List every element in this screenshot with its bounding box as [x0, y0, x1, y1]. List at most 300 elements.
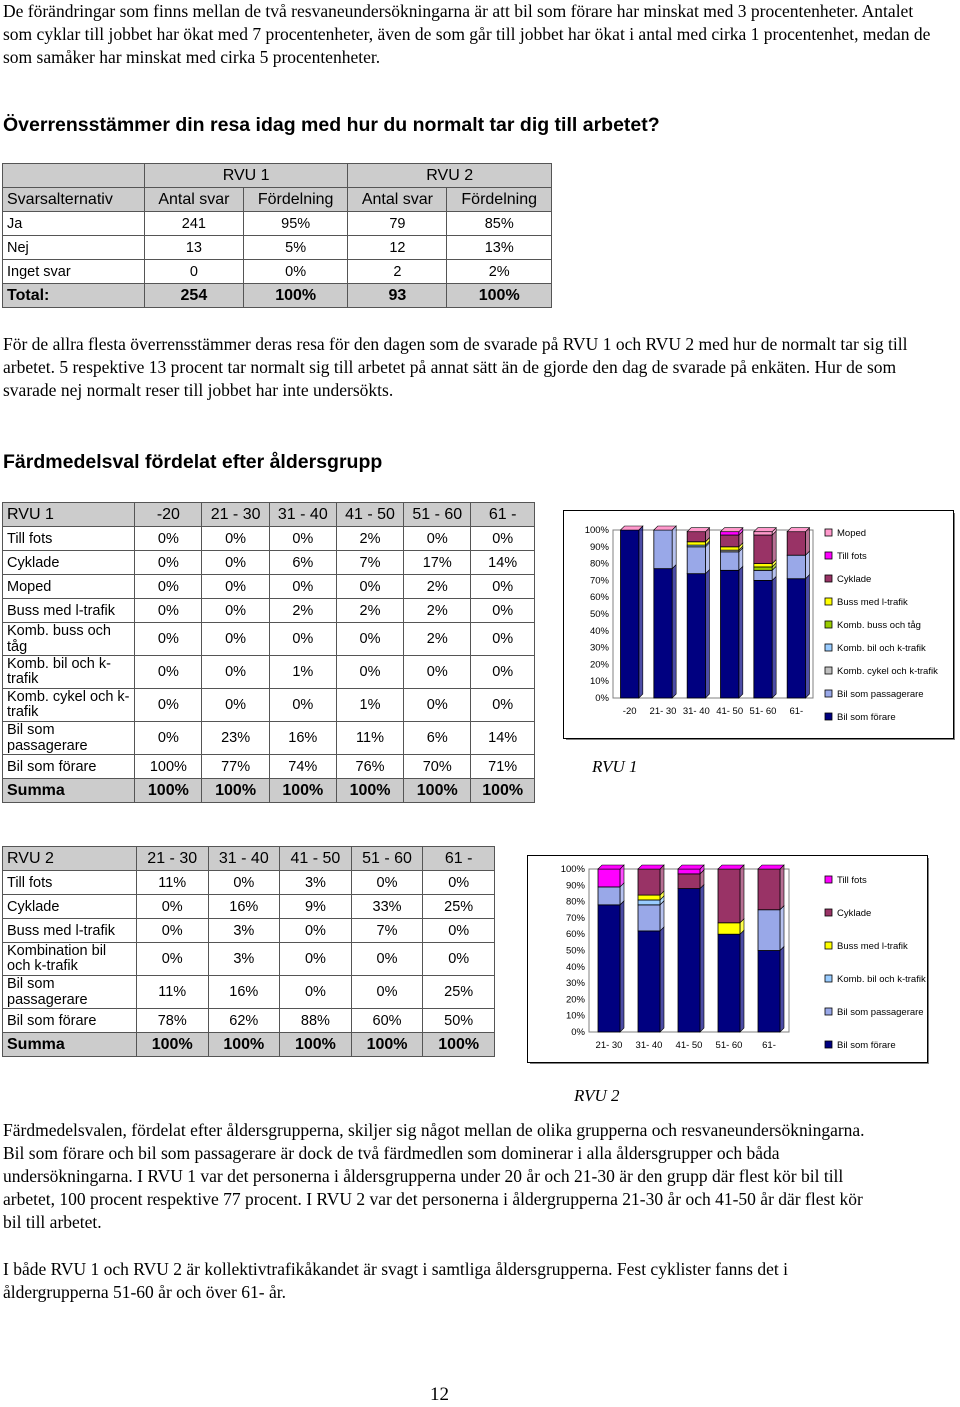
table-cell: 13: [144, 236, 243, 260]
bar-side: [780, 865, 784, 910]
table-cell: 11%: [136, 976, 208, 1009]
table1-group-rvu2: RVU 2: [348, 164, 552, 188]
bar-side: [806, 551, 810, 579]
bar-side: [672, 565, 676, 698]
total-cell: 100%: [447, 284, 552, 308]
legend-label: Bil som förare: [837, 1040, 896, 1051]
table-cell: 0%: [202, 599, 269, 623]
x-tick-label: 41- 50: [675, 1040, 703, 1051]
table-cell: 0%: [351, 976, 423, 1009]
table-cell: 0%: [404, 689, 471, 722]
table-cell: 16%: [269, 722, 336, 755]
table-cell: 3%: [208, 943, 280, 976]
legend-label: Cyklade: [837, 574, 872, 585]
table-cell: 7%: [351, 919, 423, 943]
table-cell: 0%: [136, 919, 208, 943]
table-row: [3, 871, 495, 895]
table-cell: 23%: [202, 722, 269, 755]
bar-segment: [638, 900, 660, 905]
table-cell: 17%: [404, 551, 471, 575]
total-cell: 100%: [351, 1033, 423, 1057]
table-cell: 241: [144, 212, 243, 236]
table-cell: 0%: [135, 551, 202, 575]
paragraph-mode-analysis: Färdmedelsvalen, fördelat efter åldersgrupperna, skiljer sig något mellan de olika grupperna och resvaneundersökningarna. Bil som förare och bil som passagerare är dock de två färdmedlen som dominerar i alla åldersgrupper och båda undersökningarna. I RVU 1 var det personerna i åldersgrupperna under 20 år och 21-30 är den grupp där flest kör bil till arbetet, 100 procent respektive 77 procent. I RVU 2 var det personerna i åldergrupperna 21-30 år och 41-50 år där flest kör bil till arbetet.: [3, 1120, 865, 1232]
table-cell: 2%: [404, 623, 471, 656]
table-total-row: [3, 284, 552, 308]
table-cell: 0%: [135, 599, 202, 623]
table1-col-header: Fördelning: [447, 188, 552, 212]
intro-paragraph: De förändringar som finns mellan de två resvaneundersökningarna är att bil som förare har minskat med 3 procentenheter. Antalet som cyklar till jobbet har ökat med 7 procentenheter, även de som går till jobbet har ökat i antal med cirka 1 procentenhet, medan de som samåker har minskat med cirka 5 procentenheter.: [3, 1, 931, 67]
bar-side: [740, 930, 744, 1032]
table-header-row: [3, 847, 495, 871]
table-cell: 0%: [423, 943, 495, 976]
table-row: [3, 943, 495, 976]
legend-swatch: [825, 1008, 832, 1015]
page-number: 12: [430, 1384, 449, 1405]
bar-top: [678, 865, 704, 869]
bar-segment: [721, 552, 739, 570]
total-cell: 100%: [202, 779, 269, 803]
bar-side: [706, 543, 710, 574]
table-cell: 0%: [280, 919, 352, 943]
table-cell: 0%: [269, 623, 336, 656]
y-tick-label: 10%: [565, 1010, 585, 1022]
bar-top: [787, 528, 809, 532]
table-cell: 85%: [447, 212, 552, 236]
bar-segment: [758, 951, 780, 1033]
table-header-row: [3, 503, 535, 527]
bar-segment: [758, 910, 780, 951]
table-row: [3, 551, 535, 575]
column-header: 21 - 30: [136, 847, 208, 871]
legend-label: Komb. bil och k-trafik: [837, 643, 926, 654]
total-cell: 100%: [471, 779, 535, 803]
bar-side: [660, 901, 664, 931]
y-tick-label: 0%: [595, 693, 609, 704]
table-cell: 74%: [269, 755, 336, 779]
bar-segment: [598, 905, 620, 1032]
column-header: 61 -: [423, 847, 495, 871]
row-label: Kombination bil och k-trafik: [3, 943, 137, 976]
bar-segment: [687, 532, 705, 542]
total-cell: 100%: [269, 779, 336, 803]
y-tick-label: 40%: [565, 961, 585, 973]
total-cell: 100%: [280, 1033, 352, 1057]
bar-segment: [787, 579, 805, 698]
total-cell: 100%: [136, 1033, 208, 1057]
bar-segment: [718, 934, 740, 1032]
table-cell: 2%: [336, 599, 403, 623]
table-cell: 0%: [471, 689, 535, 722]
heading-mode-by-age: Färdmedelsval fördelat efter åldersgrupp: [3, 451, 383, 473]
table-cell: 0%: [404, 527, 471, 551]
y-tick-label: 50%: [589, 609, 609, 620]
table-cell: 16%: [208, 976, 280, 1009]
y-tick-label: 100%: [560, 864, 585, 875]
column-header: RVU 2: [3, 847, 137, 871]
total-cell: 254: [144, 284, 243, 308]
table-cell: 0%: [202, 551, 269, 575]
table-cell: 0%: [471, 599, 535, 623]
bar-segment: [687, 547, 705, 574]
bar-segment: [638, 895, 660, 900]
bar-segment: [678, 869, 700, 874]
table-cell: 2%: [447, 260, 552, 284]
table-total-row: [3, 779, 535, 803]
chart-rvu1: [563, 510, 958, 743]
table-row: [3, 623, 535, 656]
table-cell: 3%: [280, 871, 352, 895]
table-match-answers: [2, 163, 552, 308]
column-header: 31 - 40: [208, 847, 280, 871]
table-cell: 2%: [336, 527, 403, 551]
bar-side: [660, 927, 664, 1032]
legend-label: Till fots: [837, 551, 867, 562]
table-cell: 11%: [136, 871, 208, 895]
bar-side: [772, 576, 776, 698]
y-tick-label: 40%: [589, 625, 609, 637]
table-cell: 6%: [269, 551, 336, 575]
y-tick-label: 10%: [589, 676, 609, 688]
chart-rvu2: [527, 855, 932, 1067]
legend-label: Cyklade: [837, 908, 872, 919]
row-label: Till fots: [3, 871, 137, 895]
table-cell: 77%: [202, 755, 269, 779]
row-label: Bil som förare: [3, 1009, 137, 1033]
table-row: [3, 689, 535, 722]
y-tick-label: 60%: [565, 929, 585, 941]
x-tick-label: 31- 40: [635, 1040, 663, 1051]
table-cell: 0: [144, 260, 243, 284]
legend-swatch: [825, 575, 832, 582]
bar-segment: [754, 570, 772, 580]
bar-side: [740, 865, 744, 923]
table-row: [3, 656, 535, 689]
total-cell: 100%: [243, 284, 348, 308]
table-row: [3, 212, 552, 236]
row-label: Buss med l-trafik: [3, 919, 137, 943]
bar-top: [754, 528, 776, 532]
table-cell: 2%: [404, 599, 471, 623]
table-cell: 0%: [269, 575, 336, 599]
legend-swatch: [825, 690, 832, 697]
bar-top: [721, 528, 743, 532]
y-tick-label: 30%: [589, 642, 609, 654]
table-cell: 1%: [336, 689, 403, 722]
table-cell: 88%: [280, 1009, 352, 1033]
table-cell: 25%: [423, 895, 495, 919]
table-cell: 0%: [280, 976, 352, 1009]
table-cell: 0%: [423, 871, 495, 895]
row-label: Ja: [3, 212, 145, 236]
table-cell: 0%: [471, 527, 535, 551]
row-label: Bil som passagerare: [3, 722, 135, 755]
x-tick-label: 51- 60: [749, 706, 777, 717]
table-cell: 0%: [269, 689, 336, 722]
row-label: Bil som passagerare: [3, 976, 137, 1009]
table-cell: 2%: [404, 575, 471, 599]
table-cell: 0%: [135, 575, 202, 599]
table-cell: 0%: [135, 656, 202, 689]
table-cell: 33%: [351, 895, 423, 919]
bar-segment: [638, 931, 660, 1032]
bar-side: [639, 526, 643, 698]
bar-segment: [754, 535, 772, 564]
table1-col-header: Antal svar: [144, 188, 243, 212]
table1-col-header: Antal svar: [348, 188, 447, 212]
table-cell: 0%: [202, 689, 269, 722]
table-cell: 7%: [336, 551, 403, 575]
bar-segment: [638, 869, 660, 895]
y-tick-label: 50%: [565, 945, 585, 957]
x-tick-label: 51- 60: [715, 1040, 743, 1051]
table-cell: 0%: [202, 623, 269, 656]
table-cell: 60%: [351, 1009, 423, 1033]
total-label: Summa: [3, 1033, 137, 1057]
table-cell: 0%: [135, 689, 202, 722]
column-header: 41 - 50: [336, 503, 403, 527]
chart-rvu1-svg: [563, 510, 958, 743]
row-label: Inget svar: [3, 260, 145, 284]
table-cell: 12: [348, 236, 447, 260]
table-cell: 95%: [243, 212, 348, 236]
table-cell: 16%: [208, 895, 280, 919]
table-cell: 0%: [336, 656, 403, 689]
total-cell: 93: [348, 284, 447, 308]
y-tick-label: 90%: [565, 880, 585, 892]
table-row: [3, 599, 535, 623]
legend-label: Till fots: [837, 875, 867, 886]
table-cell: 2%: [269, 599, 336, 623]
bar-segment: [687, 542, 705, 545]
table-cell: 100%: [135, 755, 202, 779]
column-header: 41 - 50: [280, 847, 352, 871]
table-cell: 0%: [471, 623, 535, 656]
bar-segment: [718, 869, 740, 923]
legend-label: Buss med l-trafik: [837, 941, 908, 952]
total-cell: 100%: [336, 779, 403, 803]
table-row: [3, 722, 535, 755]
bar-segment: [678, 874, 700, 889]
y-tick-label: 70%: [565, 912, 585, 924]
table-rvu2-mode-by-age: [2, 846, 495, 1057]
bar-segment: [598, 869, 620, 887]
table-cell: 14%: [471, 551, 535, 575]
legend-swatch: [825, 598, 832, 605]
total-cell: 100%: [135, 779, 202, 803]
table-cell: 6%: [404, 722, 471, 755]
row-label: Cyklade: [3, 895, 137, 919]
table-cell: 0%: [336, 575, 403, 599]
legend-label: Bil som förare: [837, 712, 896, 723]
table-cell: 0%: [136, 943, 208, 976]
caption-rvu1: RVU 1: [592, 757, 638, 776]
table-cell: 78%: [136, 1009, 208, 1033]
table-cell: 0%: [208, 871, 280, 895]
table-cell: 0%: [135, 623, 202, 656]
x-tick-label: 21- 30: [595, 1040, 623, 1051]
bar-segment: [654, 530, 672, 569]
table-cell: 5%: [243, 236, 348, 260]
bar-side: [700, 885, 704, 1032]
table-cell: 0%: [135, 722, 202, 755]
table1-col-header: Svarsalternativ: [3, 188, 145, 212]
table-row: [3, 260, 552, 284]
total-cell: 100%: [404, 779, 471, 803]
legend-swatch: [825, 621, 832, 628]
bar-top: [758, 865, 784, 869]
bar-segment: [621, 530, 639, 698]
table-cell: 50%: [423, 1009, 495, 1033]
bar-side: [660, 865, 664, 895]
bar-segment: [721, 547, 739, 550]
bar-side: [780, 906, 784, 951]
paragraph-match-summary: För de allra flesta överrensstämmer deras resa för den dagen som de svarade på RVU 1 och RVU 2 med hur de normalt tar sig till arbetet. 5 respektive 13 procent tar normalt sig till arbetet på annat sätt än de gjorde den dag de svarade på enkäten. Hur de som svarade nej normalt reser till jobbet har inte undersökts.: [3, 334, 908, 400]
legend-swatch: [825, 975, 832, 982]
table-cell: 9%: [280, 895, 352, 919]
row-label: Komb. buss och tåg: [3, 623, 135, 656]
table-cell: 0%: [471, 656, 535, 689]
legend-swatch: [825, 644, 832, 651]
row-label: Komb. cykel och k-trafik: [3, 689, 135, 722]
bar-top: [718, 865, 744, 869]
table-cell: 62%: [208, 1009, 280, 1033]
row-label: Cyklade: [3, 551, 135, 575]
column-header: 51 - 60: [404, 503, 471, 527]
bar-segment: [787, 555, 805, 579]
table-cell: 79: [348, 212, 447, 236]
legend-label: Bil som passagerare: [837, 1007, 924, 1018]
x-tick-label: 21- 30: [649, 706, 677, 717]
row-label: Komb. bil och k-trafik: [3, 656, 135, 689]
legend-swatch: [825, 529, 832, 536]
column-header: 61 -: [471, 503, 535, 527]
bar-segment: [718, 923, 740, 934]
bar-side: [780, 947, 784, 1033]
table-cell: 0%: [351, 871, 423, 895]
table-row: [3, 919, 495, 943]
bar-segment: [678, 889, 700, 1032]
table-rvu1-mode-by-age: [2, 502, 535, 803]
table-cell: 0%: [269, 527, 336, 551]
bar-top: [654, 526, 676, 530]
table-cell: 0%: [202, 575, 269, 599]
table-cell: 0%: [351, 943, 423, 976]
total-cell: 100%: [208, 1033, 280, 1057]
legend-label: Buss med l-trafik: [837, 597, 908, 608]
y-tick-label: 60%: [589, 592, 609, 604]
bar-segment: [754, 580, 772, 698]
heading-match-question: Överrensstämmer din resa idag med hur du normalt tar dig till arbetet?: [3, 114, 660, 136]
table-row: [3, 527, 535, 551]
legend-label: Komb. cykel och k-trafik: [837, 666, 938, 677]
bar-top: [638, 865, 664, 869]
table-cell: 1%: [269, 656, 336, 689]
y-tick-label: 70%: [589, 575, 609, 587]
table-total-row: [3, 1033, 495, 1057]
y-tick-label: 20%: [565, 994, 585, 1006]
row-label: Till fots: [3, 527, 135, 551]
column-header: 21 - 30: [202, 503, 269, 527]
bar-side: [620, 901, 624, 1032]
legend-swatch: [825, 909, 832, 916]
table-cell: 0%: [243, 260, 348, 284]
table-row: [3, 1009, 495, 1033]
bar-top: [621, 526, 643, 530]
table-cell: 71%: [471, 755, 535, 779]
table-cell: 0%: [136, 895, 208, 919]
table-cell: 0%: [202, 656, 269, 689]
table1-corner: [3, 164, 145, 188]
table-cell: 0%: [280, 943, 352, 976]
column-header: 51 - 60: [351, 847, 423, 871]
table-cell: 11%: [336, 722, 403, 755]
x-tick-label: 61-: [762, 1040, 776, 1051]
table-cell: 2: [348, 260, 447, 284]
total-label: Total:: [3, 284, 145, 308]
row-label: Moped: [3, 575, 135, 599]
bar-segment: [721, 570, 739, 698]
chart-rvu2-svg: [527, 855, 932, 1067]
y-tick-label: 30%: [565, 978, 585, 990]
table-cell: 0%: [404, 656, 471, 689]
row-label: Bil som förare: [3, 755, 135, 779]
table-cell: 0%: [423, 919, 495, 943]
legend-label: Komb. bil och k-trafik: [837, 974, 926, 985]
bar-side: [706, 570, 710, 698]
row-label: Nej: [3, 236, 145, 260]
bar-segment: [654, 569, 672, 698]
bar-side: [672, 526, 676, 569]
legend-swatch: [825, 942, 832, 949]
bar-segment: [754, 567, 772, 570]
column-header: -20: [135, 503, 202, 527]
bar-segment: [721, 532, 739, 535]
bar-side: [806, 528, 810, 556]
table-row: [3, 895, 495, 919]
table-cell: 0%: [135, 527, 202, 551]
column-header: 31 - 40: [269, 503, 336, 527]
table-cell: 70%: [404, 755, 471, 779]
legend-swatch: [825, 876, 832, 883]
x-tick-label: 41- 50: [716, 706, 744, 717]
total-cell: 100%: [423, 1033, 495, 1057]
caption-rvu2: RVU 2: [574, 1086, 620, 1105]
legend-swatch: [825, 713, 832, 720]
legend-swatch: [825, 667, 832, 674]
y-tick-label: 0%: [571, 1027, 585, 1038]
table-row: [3, 976, 495, 1009]
bar-side: [772, 531, 776, 564]
table-cell: 25%: [423, 976, 495, 1009]
table-cell: 3%: [208, 919, 280, 943]
y-tick-label: 80%: [565, 896, 585, 908]
bar-segment: [598, 887, 620, 905]
bar-top: [598, 865, 624, 869]
y-tick-label: 100%: [584, 525, 609, 536]
x-tick-label: 31- 40: [682, 706, 710, 717]
table-cell: 0%: [471, 575, 535, 599]
legend-label: Bil som passagerare: [837, 689, 924, 700]
table-cell: 76%: [336, 755, 403, 779]
table-cell: 13%: [447, 236, 552, 260]
table-row: [3, 755, 535, 779]
bar-segment: [721, 535, 739, 547]
paragraph-public-transport: I både RVU 1 och RVU 2 är kollektivtrafikåkandet är svagt i samtliga åldersgrupperna. Fest cyklister fanns det i åldergrupperna 51-60 år och över 61- år.: [3, 1259, 788, 1302]
row-label: Buss med l-trafik: [3, 599, 135, 623]
table-cell: 0%: [202, 527, 269, 551]
legend-swatch: [825, 1041, 832, 1048]
